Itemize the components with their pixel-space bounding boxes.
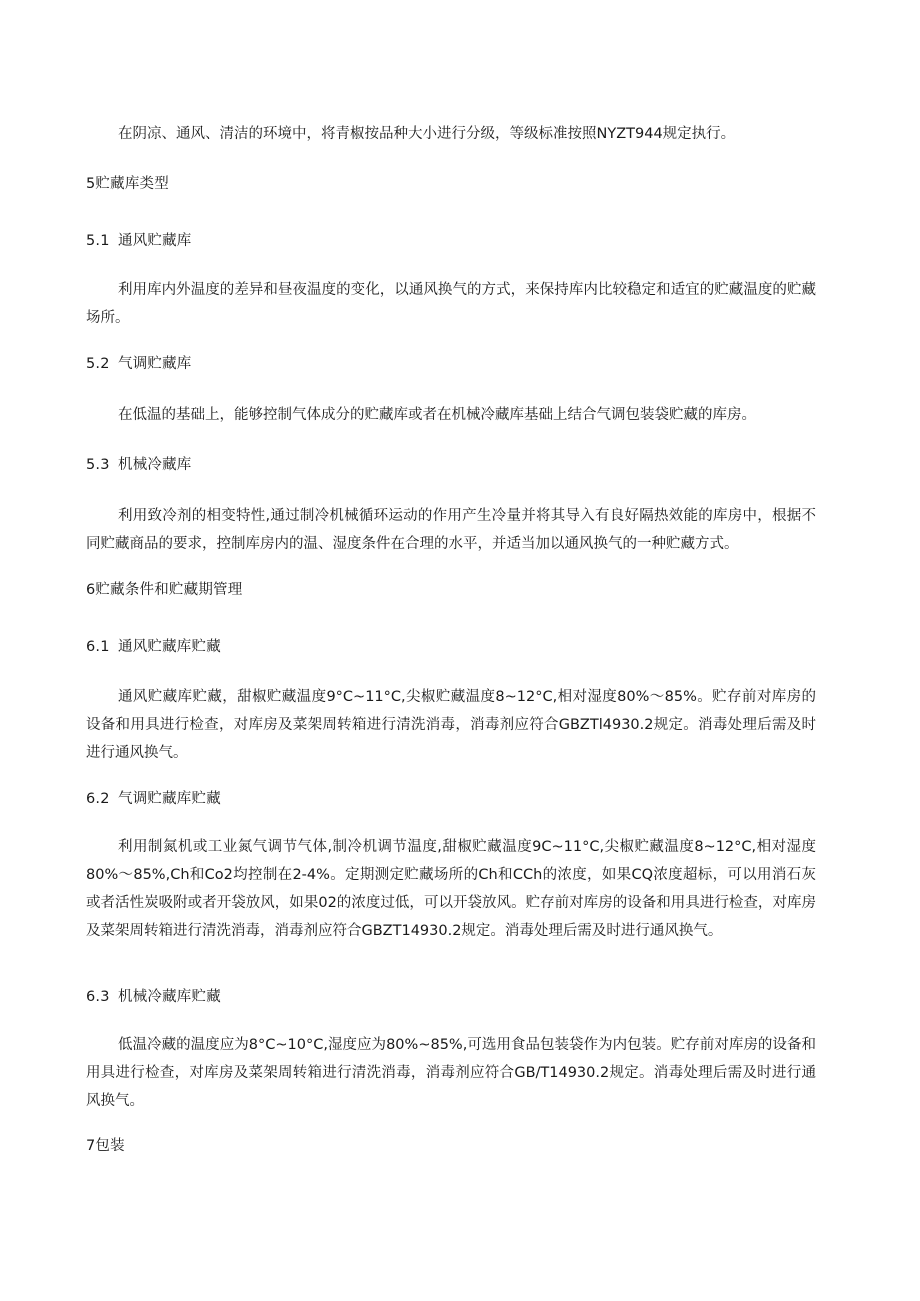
section-6-1-heading <box>86 633 816 661</box>
section-5-1-heading <box>86 227 816 255</box>
section-number: 6.1 <box>86 639 110 655</box>
section-number: 5.1 <box>86 233 110 249</box>
section-5-heading: 5贮藏库类型 <box>86 176 169 192</box>
section-title: 机械冷藏库 <box>118 457 192 473</box>
section-title: 通风贮藏库贮藏 <box>118 639 221 655</box>
section-number: 5.3 <box>86 457 110 473</box>
section-5-2-paragraph: 在低温的基础上，能够控制气体成分的贮藏库或者在机械冷藏库基础上结合气调包装袋贮藏的库房。 <box>118 407 756 423</box>
intro-paragraph: 在阴凉、通风、清洁的环境中，将青椒按品种大小进行分级，等级标准按照NYZT944规定执行。 <box>118 126 736 142</box>
section-number: 5.2 <box>86 356 110 372</box>
section-6-2-heading <box>86 785 816 813</box>
section-5-3-paragraph: 利用致冷剂的相变特性,通过制冷机械循环运动的作用产生冷量并将其导入有良好隔热效能的库房中，根据不同贮藏商品的要求，控制库房内的温、湿度条件在合理的水平，并适当加以通风换气的一种贮藏方式。 <box>86 508 816 552</box>
section-6-heading: 6贮藏条件和贮藏期管理 <box>86 582 243 598</box>
section-number: 6.2 <box>86 791 110 807</box>
section-6-1-paragraph: 通风贮藏库贮藏，甜椒贮藏温度9°C~11°C,尖椒贮藏温度8~12°C,相对湿度80%～85%。贮存前对库房的设备和用具进行检查，对库房及菜架周转箱进行清洗消毒，消毒剂应符合GBZTl4930.2规定。消毒处理后需及时进行通风换气。 <box>86 689 816 761</box>
section-6-2-paragraph: 利用制氮机或工业氮气调节气体,制冷机调节温度,甜椒贮藏温度9C~11°C,尖椒贮藏温度8~12°C,相对湿度80%～85%,Ch和Co2均控制在2-4%。定期测定贮藏场所的Ch和CCh的浓度，如果CQ浓度超标，可以用消石灰或者活性炭吸附或者开袋放风，如果02的浓度过低，可以开袋放风。贮存前对库房的设备和用具进行检查，对库房及菜架周转箱进行清洗消毒，消毒剂应符合GBZT14930.2规定。消毒处理后需及时进行通风换气。 <box>86 839 816 939</box>
section-number: 6.3 <box>86 989 110 1005</box>
section-title: 机械冷藏库贮藏 <box>118 989 221 1005</box>
section-5-1-paragraph: 利用库内外温度的差异和昼夜温度的变化，以通风换气的方式，来保持库内比较稳定和适宜的贮藏温度的贮藏场所。 <box>86 282 816 326</box>
section-6-3-heading <box>86 983 816 1011</box>
section-7-heading: 7包装 <box>86 1138 125 1154</box>
section-title: 气调贮藏库贮藏 <box>118 791 221 807</box>
section-title: 气调贮藏库 <box>118 356 192 372</box>
section-5-2-heading <box>86 350 816 378</box>
section-5-3-heading <box>86 451 816 479</box>
section-6-3-paragraph: 低温冷藏的温度应为8°C~10°C,湿度应为80%~85%,可选用食品包装袋作为内包装。贮存前对库房的设备和用具进行检查，对库房及菜架周转箱进行清洗消毒，消毒剂应符合GB/T14930.2规定。消毒处理后需及时进行通风换气。 <box>86 1037 816 1109</box>
section-title: 通风贮藏库 <box>118 233 192 249</box>
